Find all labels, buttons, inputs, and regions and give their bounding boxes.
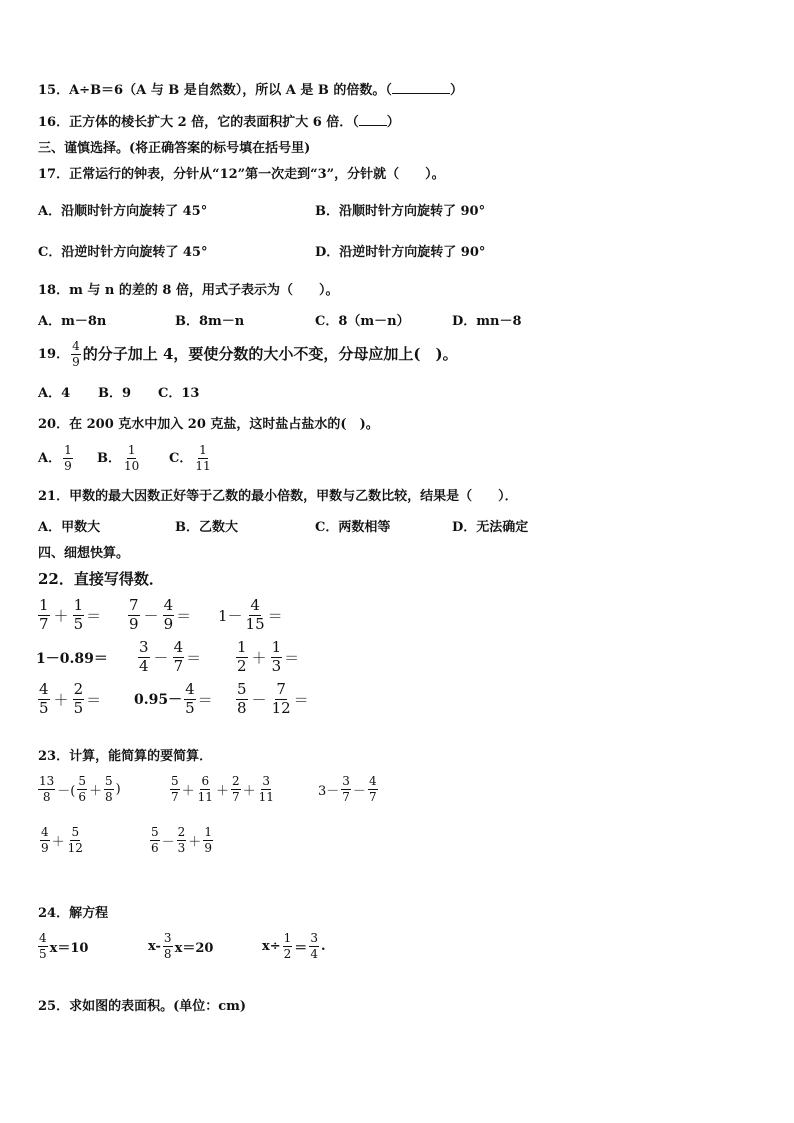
- q21-option-a[interactable]: A．甲数大: [38, 520, 101, 535]
- section4-heading: 四、细想快算。: [38, 546, 130, 561]
- q19-line: [38, 340, 458, 368]
- q15-number: 15．: [38, 83, 70, 98]
- q19-text: 的分子加上 4，要使分数的大小不变，分母应加上( )。: [82, 344, 458, 363]
- q23-expr-1: $\frac{13}{8}$ －( $\frac{5}{6}$ ＋ $\frac{5}{8}$ ): [39, 774, 121, 804]
- q22-item-4: 1－0.89＝: [36, 651, 108, 667]
- q22-title: 22．直接写得数．: [38, 570, 164, 588]
- q21-option-b[interactable]: B．乙数大: [175, 520, 238, 535]
- q15-close: ）: [449, 83, 463, 98]
- q21-number: 21．: [38, 489, 70, 504]
- q20-text: 在 200 克水中加入 20 克盐，这时盐占盐水的( )。: [69, 417, 379, 432]
- q16-number: 16．: [38, 115, 70, 130]
- q16-close: ）: [386, 115, 400, 130]
- q24-title: 24．解方程: [38, 906, 109, 921]
- q22-item-3: 1－ $\frac{4}{15}$ ＝: [218, 596, 283, 633]
- q20-line: [38, 418, 379, 431]
- q16-line: [38, 116, 400, 129]
- q19-number: 19．: [38, 346, 70, 362]
- q17-option-b[interactable]: B．沿顺时针方向旋转了 90°: [315, 204, 486, 219]
- q15-line: [38, 84, 463, 97]
- q23-expr-2: $\frac{5}{7}$ ＋ $\frac{6}{11}$ ＋ $\frac{2}{7}$ ＋ $\frac{3}{11}$: [171, 774, 274, 804]
- q20-option-b[interactable]: B． $\frac{1}{10}$: [97, 443, 140, 473]
- q17-line: [38, 168, 445, 181]
- q21-option-c[interactable]: C．两数相等: [315, 520, 391, 535]
- q21-text: 甲数的最大因数正好等于乙数的最小倍数，甲数与乙数比较，结果是（ ）．: [69, 489, 518, 504]
- q24-equation-2: x- $\frac{3}{8}$ x＝20: [148, 931, 214, 961]
- q21-line: [38, 490, 518, 503]
- q23-expr-4: $\frac{4}{9}$ ＋ $\frac{5}{12}$: [41, 825, 83, 855]
- q22-item-8: 0.95－ $\frac{4}{5}$ ＝: [134, 680, 213, 717]
- q22-item-1: $\frac{1}{7}$ ＋ $\frac{1}{5}$ ＝: [39, 596, 102, 633]
- q25-line: 25．求如图的表面积。(单位：cm): [38, 999, 247, 1014]
- q17-option-c[interactable]: C．沿逆时针方向旋转了 45°: [38, 245, 208, 260]
- q17-text: 正常运行的钟表，分针从“12”第一次走到“3”，分针就（ ）。: [69, 167, 445, 182]
- q23-expr-3: 3－ $\frac{3}{7}$ － $\frac{4}{7}$: [318, 774, 377, 804]
- q22-item-9: $\frac{5}{8}$ － $\frac{7}{12}$ ＝: [237, 680, 309, 717]
- q15-text: A÷B＝6（A 与 B 是自然数），所以 A 是 B 的倍数。（: [69, 83, 392, 98]
- q20-option-c[interactable]: C． $\frac{1}{11}$: [169, 443, 211, 473]
- q21-option-d[interactable]: D．无法确定: [452, 520, 529, 535]
- q19-option-c[interactable]: C．13: [158, 386, 200, 401]
- q18-text: m 与 n 的差的 8 倍，用式子表示为（ ）。: [69, 283, 339, 298]
- q22-item-2: $\frac{7}{9}$ － $\frac{4}{9}$ ＝: [129, 596, 192, 633]
- q24-equation-1: $\frac{4}{5}$ x＝10: [39, 931, 89, 961]
- q17-number: 17．: [38, 167, 70, 182]
- q24-equation-3: x÷ $\frac{1}{2}$ ＝ $\frac{3}{4}$ .: [262, 931, 326, 961]
- q16-answer-blank[interactable]: [359, 125, 387, 126]
- q18-line: [38, 284, 338, 297]
- q20-option-a[interactable]: A． $\frac{1}{9}$: [38, 443, 72, 473]
- q23-title: 23．计算，能简算的要简算．: [38, 749, 213, 764]
- q17-option-d[interactable]: D．沿逆时针方向旋转了 90°: [315, 245, 486, 260]
- q23-expr-5: $\frac{5}{6}$ － $\frac{2}{3}$ ＋ $\frac{1}{9}$: [151, 825, 212, 855]
- q17-option-a[interactable]: A．沿顺时针方向旋转了 45°: [38, 204, 208, 219]
- q22-item-7: $\frac{4}{5}$ ＋ $\frac{2}{5}$ ＝: [39, 680, 102, 717]
- q20-number: 20．: [38, 417, 70, 432]
- q18-number: 18．: [38, 283, 70, 298]
- q22-item-6: $\frac{1}{2}$ ＋ $\frac{1}{3}$ ＝: [237, 638, 300, 675]
- q19-fraction: $\frac{4}{9}$: [72, 339, 80, 369]
- q19-option-a[interactable]: A．4: [38, 386, 71, 401]
- q15-answer-blank[interactable]: [392, 93, 450, 94]
- q18-option-c[interactable]: C．8（m－n）: [315, 314, 410, 329]
- q22-item-5: $\frac{3}{4}$ － $\frac{4}{7}$ ＝: [139, 638, 202, 675]
- q19-option-b[interactable]: B．9: [98, 386, 132, 401]
- q16-text: 正方体的棱长扩大 2 倍，它的表面积扩大 6 倍．（: [69, 115, 359, 130]
- q18-option-a[interactable]: A．m－8n: [38, 314, 107, 329]
- q18-option-b[interactable]: B．8m－n: [175, 314, 245, 329]
- q18-option-d[interactable]: D．mn－8: [452, 314, 522, 329]
- section3-heading: 三、谨慎选择。(将正确答案的标号填在括号里): [38, 141, 311, 156]
